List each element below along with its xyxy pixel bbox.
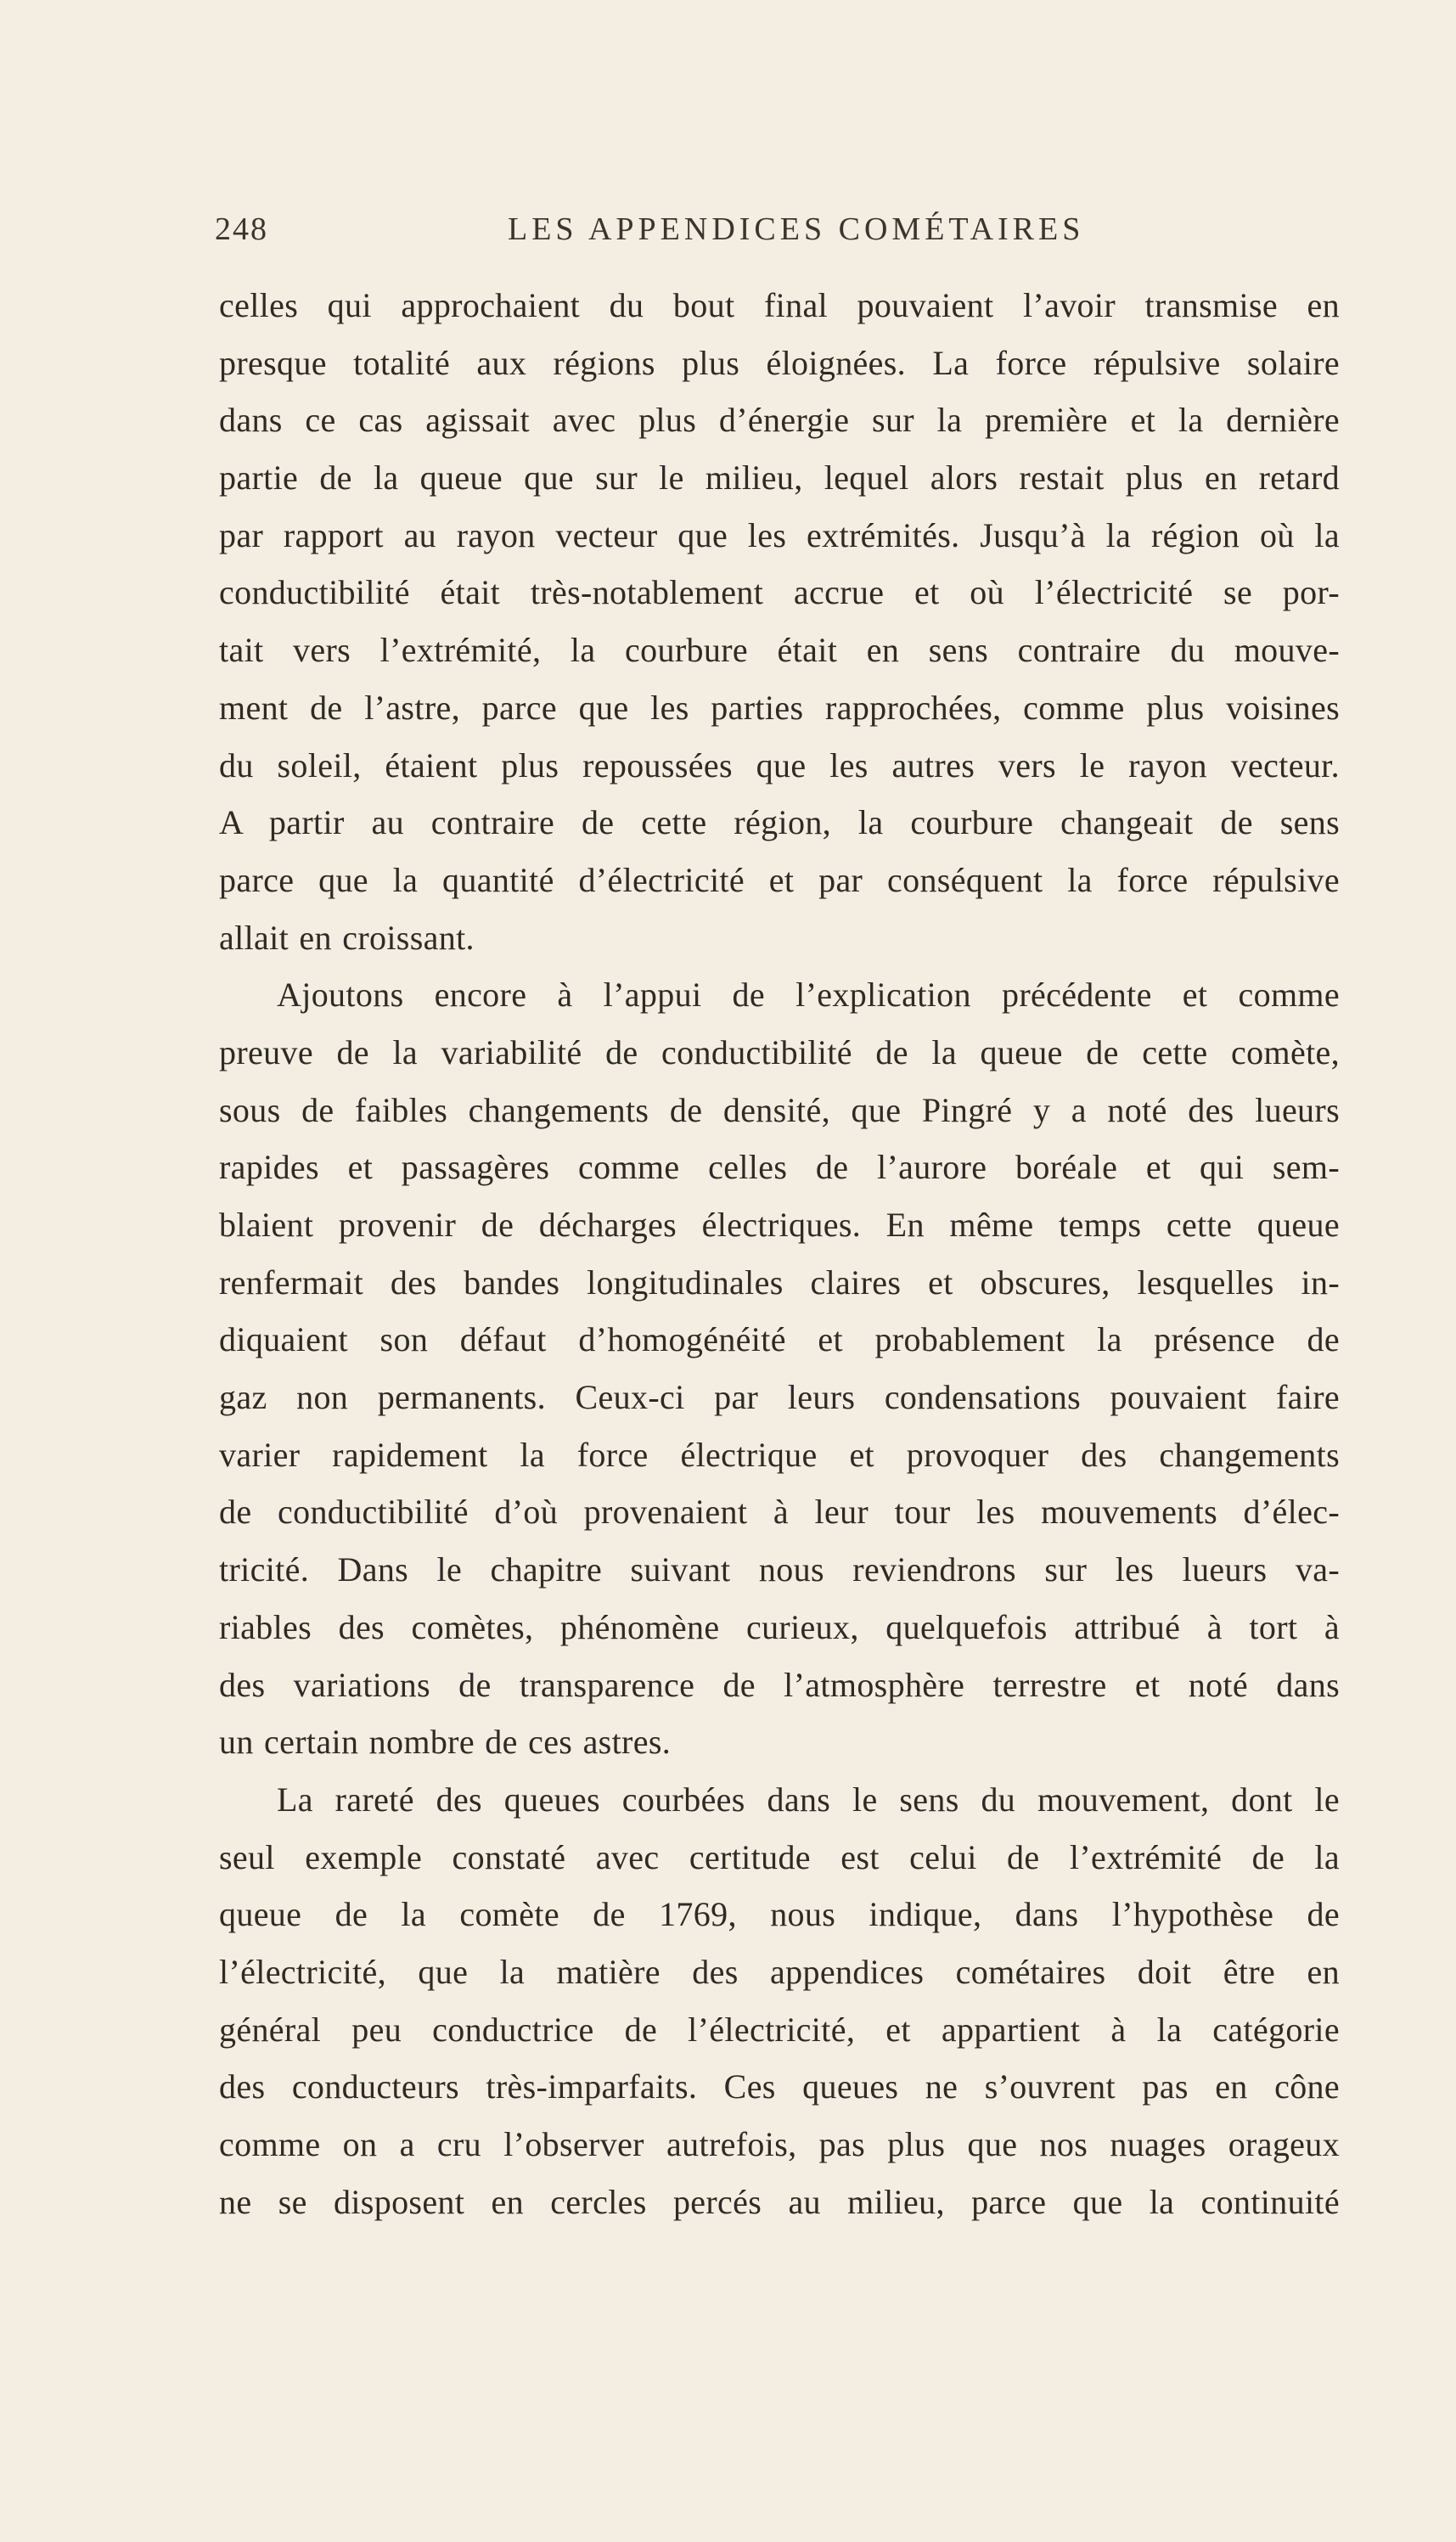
text-line: général peu conductrice de l’électricité, et appartient à la catégorie [219, 2010, 1340, 2049]
text-line: allait en croissant. [219, 918, 475, 957]
text-line: presque totalité aux régions plus éloignées. La force répulsive solaire [219, 343, 1340, 382]
text-line: queue de la comète de 1769, nous indique, dans l’hypothèse de [219, 1895, 1340, 1934]
text-line: seul exemple constaté avec certitude est celui de l’extrémité de la [219, 1837, 1340, 1876]
text-line: riables des comètes, phénomène curieux, quelquefois attribué à tort à [219, 1607, 1340, 1646]
text-line: du soleil, étaient plus repoussées que les autres vers le rayon vecteur. [219, 745, 1340, 785]
paragraph-start-line: Ajoutons encore à l’appui de l’explication précédente et comme [277, 976, 1340, 1015]
text-line: celles qui approchaient du bout final pouvaient l’avoir transmise en [219, 286, 1340, 324]
text-line: gaz non permanents. Ceux-ci par leurs condensations pouvaient faire [219, 1378, 1340, 1417]
running-header [215, 211, 1310, 262]
text-line: A partir au contraire de cette région, la courbure changeait de sens [219, 803, 1340, 842]
text-line: preuve de la variabilité de conductibilité de la queue de cette comète, [219, 1032, 1340, 1071]
text-line: blaient provenir de décharges électriques. En même temps cette queue [219, 1206, 1340, 1244]
text-line: parce que la quantité d’électricité et par conséquent la force répulsive [219, 860, 1340, 899]
page-number: 248 [215, 211, 268, 247]
text-line: tricité. Dans le chapitre suivant nous reviendrons sur les lueurs va- [219, 1550, 1340, 1589]
text-line: sous de faibles changements de densité, que Pingré y a noté des lueurs [219, 1090, 1340, 1129]
text-line: conductibilité était très-notablement accrue et où l’électricité se por- [219, 573, 1340, 612]
text-line: l’électricité, que la matière des appendices cométaires doit être en [219, 1952, 1340, 1991]
text-line: rapides et passagères comme celles de l’aurore boréale et qui sem- [219, 1148, 1340, 1187]
text-line: ne se disposent en cercles percés au milieu, parce que la continuité [219, 2182, 1340, 2221]
paragraph-start-line: La rareté des queues courbées dans le sens du mouvement, dont le [277, 1780, 1340, 1819]
text-line: de conductibilité d’où provenaient à leur tour les mouvements d’élec- [219, 1493, 1340, 1532]
text-line: ment de l’astre, parce que les parties rapprochées, comme plus voisines [219, 688, 1340, 727]
text-line: partie de la queue que sur le milieu, lequel alors restait plus en retard [219, 458, 1340, 498]
running-title: LES APPENDICES COMÉTAIRES [508, 211, 1085, 247]
text-line: diquaient son défaut d’homogénéité et probablement la présence de [219, 1320, 1340, 1359]
text-line: des variations de transparence de l’atmosphère terrestre et noté dans [219, 1665, 1340, 1704]
text-line: varier rapidement la force électrique et provoquer des changements [219, 1435, 1340, 1474]
text-line: tait vers l’extrémité, la courbure était en sens contraire du mouve- [219, 631, 1340, 670]
text-line: renfermait des bandes longitudinales claires et obscures, lesquelles in- [219, 1263, 1340, 1302]
text-line: comme on a cru l’observer autrefois, pas plus que nos nuages orageux [219, 2125, 1340, 2163]
body-text [219, 277, 1340, 2230]
text-line: dans ce cas agissait avec plus d’énergie sur la première et la dernière [219, 401, 1340, 440]
text-line: des conducteurs très-imparfaits. Ces queues ne s’ouvrent pas en cône [219, 2067, 1340, 2106]
text-line: par rapport au rayon vecteur que les extrémités. Jusqu’à la région où la [219, 515, 1340, 554]
text-line: un certain nombre de ces astres. [219, 1723, 672, 1762]
